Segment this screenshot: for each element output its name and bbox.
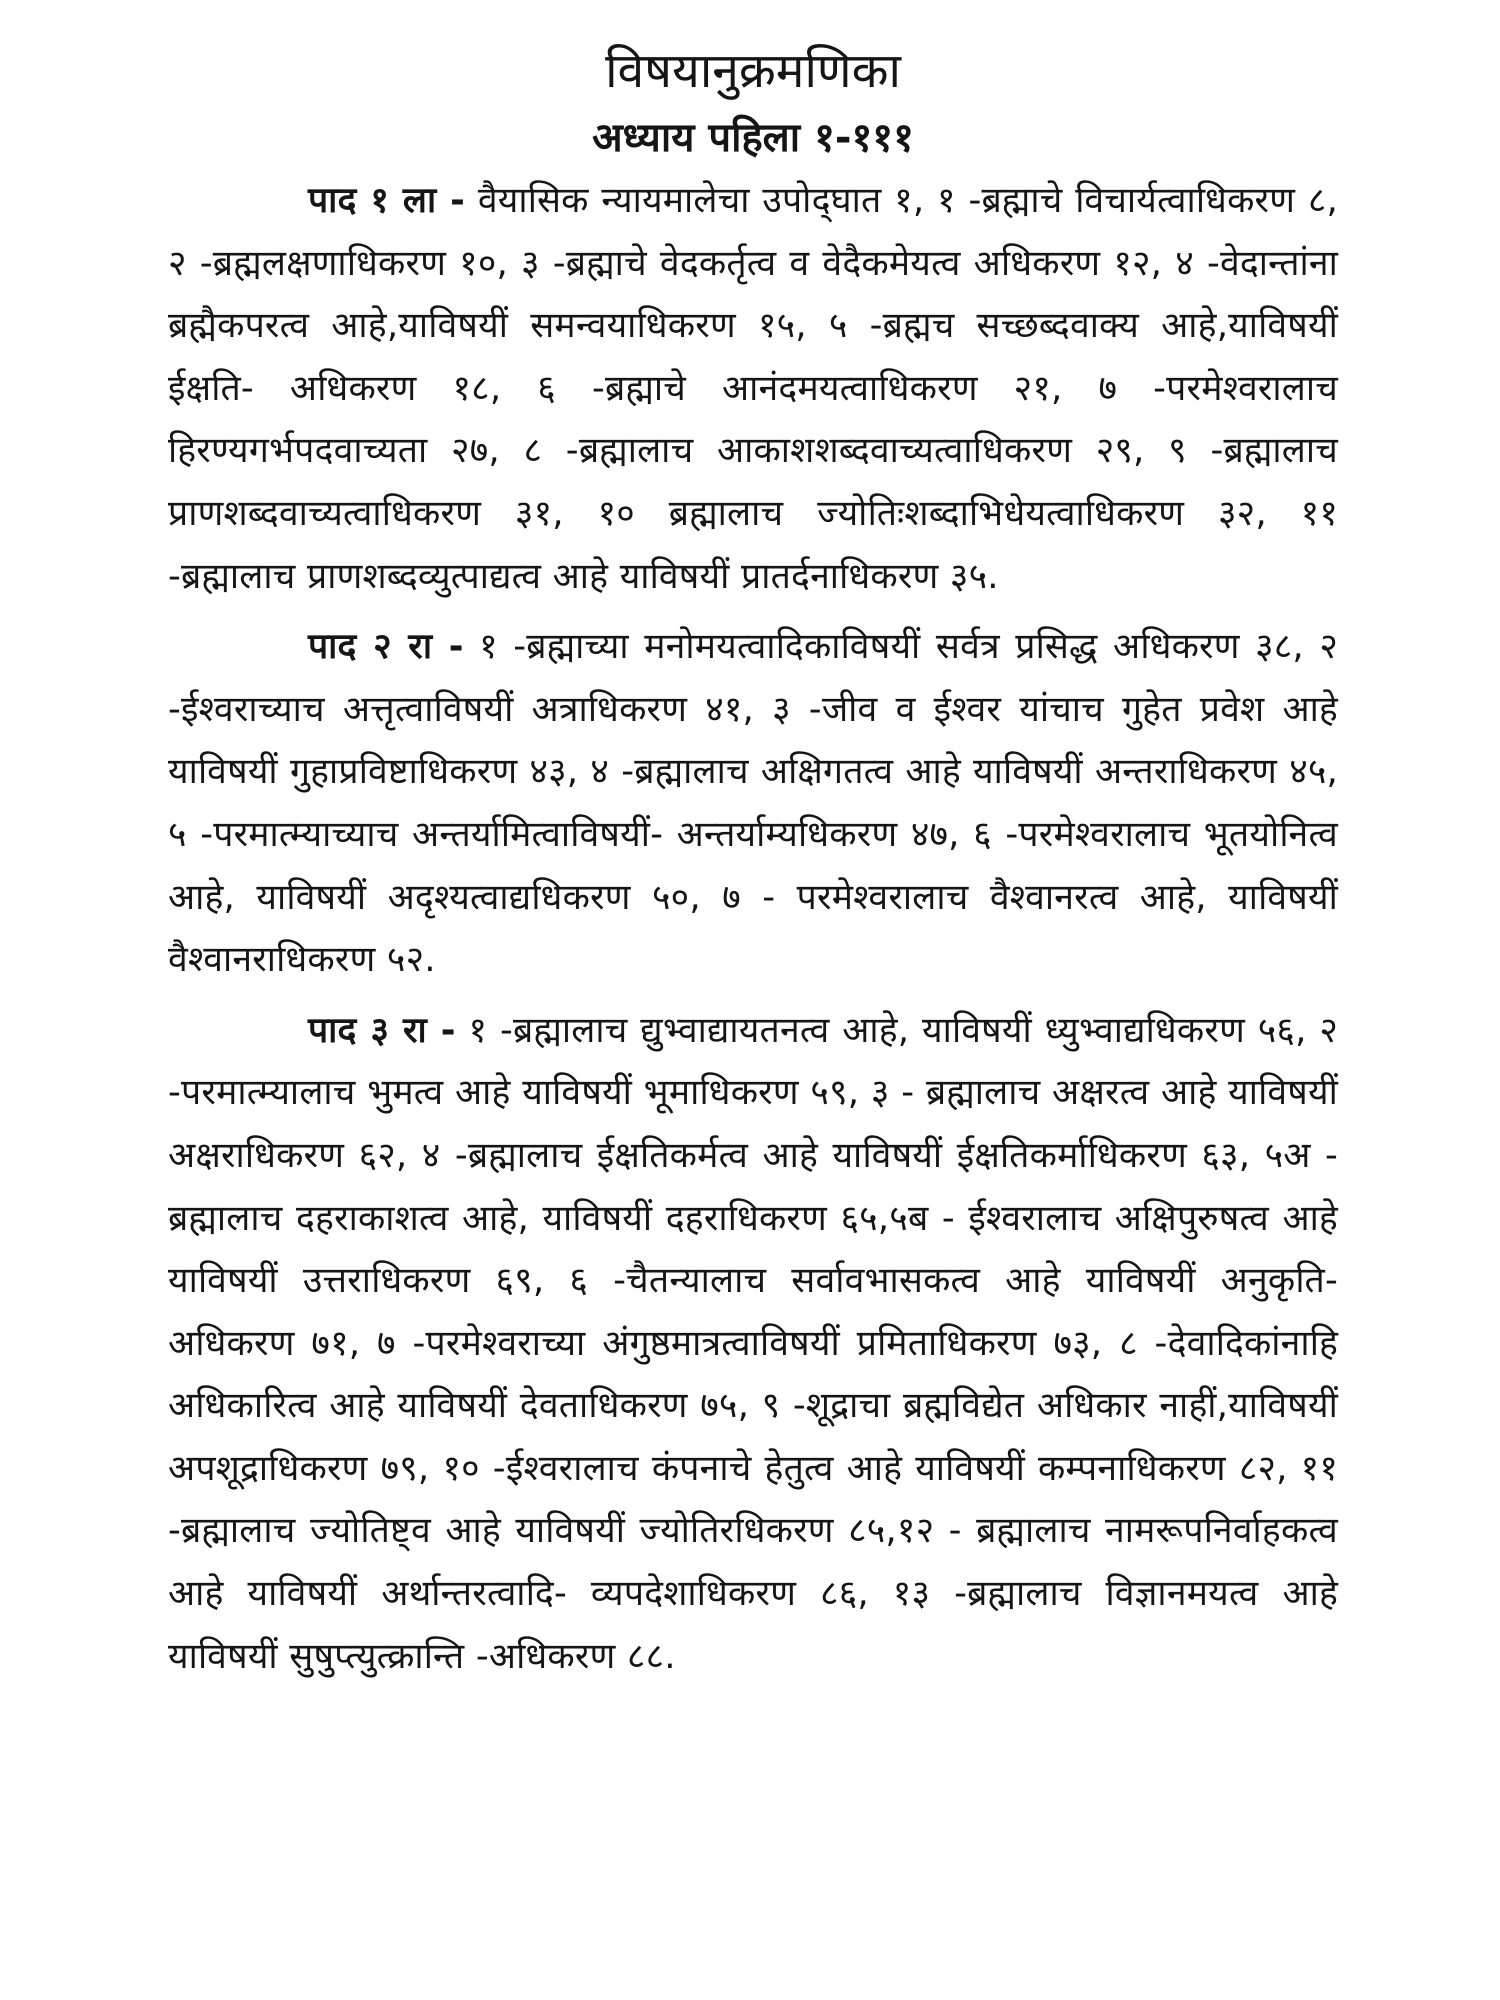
- section-pada-3: [168, 1000, 1338, 1689]
- chapter-heading: अध्याय पहिला १-१११: [592, 115, 914, 161]
- section-label: पाद ३ रा -: [308, 1009, 456, 1051]
- section-label: पाद २ रा -: [308, 626, 464, 668]
- section-pada-1: [168, 170, 1338, 608]
- document-page: [168, 40, 1338, 1970]
- section-pada-2: [168, 616, 1338, 992]
- section-text: १ -ब्रह्माच्या मनोमयत्वादिकाविषयीं सर्वत्र प्रसिद्ध अधिकरण ३८, २ -ईश्वराच्याच अत्तृत्वाविषयीं अत्राधिकरण ४१, ३ -जीव व ईश्वर यांचाच गुहेत प्रवेश आहे याविषयीं गुहाप्रविष्टाधिकरण ४३, ४ -ब्रह्मालाच अक्षिगतत्व आहे याविषयीं अन्तराधिकरण ४५, ५ -परमात्म्याच्याच अन्तर्यामित्वाविषयीं- अन्तर्याम्यधिकरण ४७, ६ -परमेश्वरालाच भूतयोनित्व आहे, याविषयीं अदृश्यत्वाद्यधिकरण ५०, ७ - परमेश्वरालाच वैश्वानरत्व आहे, याविषयीं वैश्वानराधिकरण ५२.: [168, 626, 1338, 981]
- section-text: १ -ब्रह्मालाच द्युभ्वाद्यायतनत्व आहे, याविषयीं ध्युभ्वाद्यधिकरण ५६, २ -परमात्म्यालाच भुमत्व आहे याविषयीं भूमाधिकरण ५९, ३ - ब्रह्मालाच अक्षरत्व आहे याविषयीं अक्षराधिकरण ६२, ४ -ब्रह्मालाच ईक्षतिकर्मत्व आहे याविषयीं ईक्षतिकर्माधिकरण ६३, ५अ - ब्रह्मालाच दहराकाशत्व आहे, याविषयीं दहराधिकरण ६५,५ब - ईश्वरालाच अक्षिपुरुषत्व आहे याविषयीं उत्तराधिकरण ६९, ६ -चैतन्यालाच सर्वावभासकत्व आहे याविषयीं अनुकृति-अधिकरण ७१, ७ -परमेश्वराच्या अंगुष्ठमात्रत्वाविषयीं प्रमिताधिकरण ७३, ८ -देवादिकांनाहि अधिकारित्व आहे याविषयीं देवताधिकरण ७५, ९ -शूद्राचा ब्रह्मविद्येत अधिकार नाहीं,याविषयीं अपशूद्राधिकरण ७९, १० -ईश्वरालाच कंपनाचे हेतुत्व आहे याविषयीं कम्पनाधिकरण ८२, ११ -ब्रह्मालाच ज्योतिष्ट्व आहे याविषयीं ज्योतिरधिकरण ८५,१२ - ब्रह्मालाच नामरूपनिर्वाहकत्व आहे याविषयीं अर्थान्तरत्वादि- व्यपदेशाधिकरण ८६, १३ -ब्रह्मालाच विज्ञानमयत्व आहे याविषयीं सुषुप्त्युत्क्रान्ति -अधिकरण ८८.: [168, 1009, 1339, 1677]
- section-text: वैयासिक न्यायमालेचा उपोद्‌घात १, १ -ब्रह्माचे विचार्यत्वाधिकरण ८, २ -ब्रह्मलक्षणाधिकरण १०, ३ -ब्रह्माचे वेदकर्तृत्व व वेदैकमेयत्व अधिकरण १२, ४ -वेदान्तांना ब्रह्मैकपरत्व आहे,याविषयीं समन्वयाधिकरण १५, ५ -ब्रह्मच सच्छब्दवाक्य आहे,याविषयीं ईक्षति- अधिकरण १८, ६ -ब्रह्माचे आनंदमयत्वाधिकरण २१, ७ -परमेश्वरालाच हिरण्यगर्भपदवाच्यता २७, ८ -ब्रह्मालाच आकाशशब्दवाच्यत्वाधिकरण २९, ९ -ब्रह्मालाच प्राणशब्दवाच्यत्वाधिकरण ३१, १० ब्रह्मालाच ज्योतिःशब्दाभिधेयत्वाधिकरण ३२, ११ -ब्रह्मालाच प्राणशब्दव्युत्पाद्यत्व आहे याविषयीं प्रातर्दनाधिकरण ३५.: [168, 180, 1338, 597]
- page-title: विषयानुक्रमणिका: [605, 43, 901, 99]
- section-label: पाद १ ला -: [308, 180, 466, 221]
